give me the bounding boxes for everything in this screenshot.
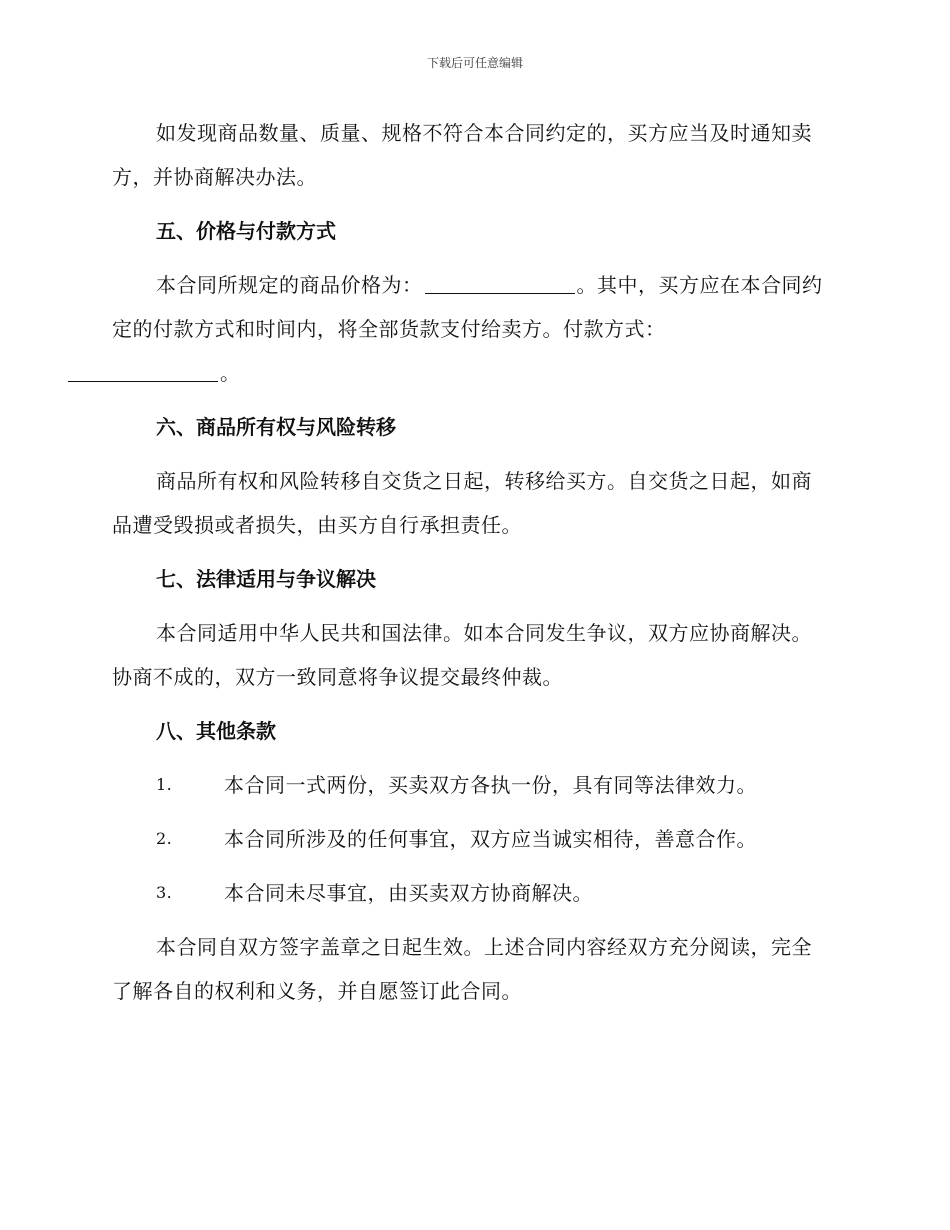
- section-5-paragraph: [112, 263, 832, 395]
- section-8-heading: 八、其他条款: [156, 719, 276, 743]
- payment-text: 。其中，买方应在本合同约定的付款方式和时间内，将全部货款支付给卖方。付款方式：: [112, 273, 823, 341]
- payment-method-blank: [68, 361, 218, 382]
- list-number: 2.: [156, 829, 173, 848]
- list-number: 1.: [156, 775, 173, 794]
- section-7-paragraph: 本合同适用中华人民共和国法律。如本合同发生争议，双方应协商解决。协商不成的，双方一致同意将争议提交最终仲裁。: [112, 621, 812, 689]
- payment-end: 。: [220, 361, 241, 385]
- list-text: 本合同所涉及的任何事宜，双方应当诚实相待，善意合作。: [224, 827, 757, 851]
- page-header: 下载后可任意编辑: [426, 56, 523, 70]
- list-item: [112, 763, 832, 807]
- list-text: 本合同一式两份，买卖双方各执一份，具有同等法律效力。: [224, 773, 757, 797]
- section-6-heading: 六、商品所有权与风险转移: [156, 415, 396, 439]
- price-blank: [425, 273, 575, 294]
- list-item: [112, 871, 832, 915]
- list-item: [112, 817, 832, 861]
- price-label: 本合同所规定的商品价格为：: [156, 273, 423, 297]
- section-5-heading: 五、价格与付款方式: [156, 219, 336, 243]
- section-7-heading: 七、法律适用与争议解决: [156, 567, 376, 591]
- section-6-paragraph: 商品所有权和风险转移自交货之日起，转移给买方。自交货之日起，如商品遭受毁损或者损失，由买方自行承担责任。: [112, 469, 812, 537]
- intro-paragraph: 如发现商品数量、质量、规格不符合本合同约定的，买方应当及时通知卖方，并协商解决办法。: [112, 121, 812, 189]
- list-number: 3.: [156, 883, 173, 902]
- final-paragraph: 本合同自双方签字盖章之日起生效。上述合同内容经双方充分阅读，完全了解各自的权利和义务，并自愿签订此合同。: [112, 935, 812, 1003]
- document-body: [112, 111, 832, 1023]
- list-text: 本合同未尽事宜，由买卖双方协商解决。: [224, 881, 593, 905]
